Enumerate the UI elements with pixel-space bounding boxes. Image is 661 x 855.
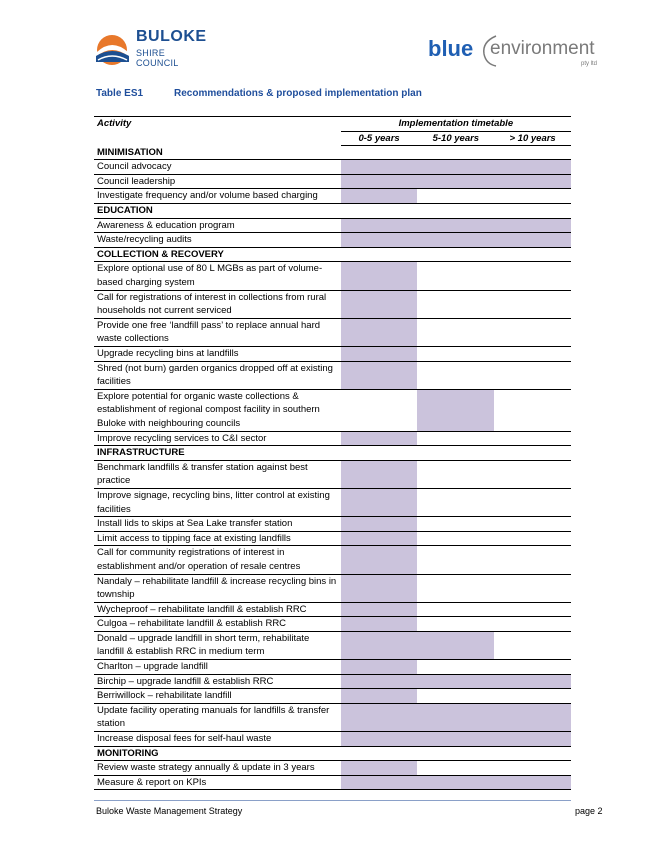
period-cell-5-10 <box>417 531 494 546</box>
period-cell-0-5 <box>341 218 418 233</box>
activity-cell: Birchip – upgrade landfill & establish RRC <box>94 674 341 689</box>
period-cell-0-5 <box>341 732 418 747</box>
period-cell-0-5 <box>341 446 418 461</box>
table-row <box>94 761 571 776</box>
table-number: Table ES1 <box>96 88 144 99</box>
table-row <box>94 732 571 747</box>
activity-header: Activity <box>94 117 341 146</box>
table-row <box>94 660 571 675</box>
period-cell-0-5 <box>341 189 418 204</box>
section-row <box>94 146 571 160</box>
table-row <box>94 689 571 704</box>
activity-cell: Improve signage, recycling bins, litter control at existing facilities <box>94 488 341 516</box>
activity-cell: Waste/recycling audits <box>94 233 341 248</box>
period-cell-0-5 <box>341 290 418 318</box>
activity-cell: Upgrade recycling bins at landfills <box>94 347 341 362</box>
period-cell-5-10 <box>417 517 494 532</box>
period-cell-10-plus <box>494 617 571 632</box>
period-cell-0-5 <box>341 262 418 290</box>
section-heading: EDUCATION <box>94 204 341 219</box>
activity-cell: Culgoa – rehabilitate landfill & establish RRC <box>94 617 341 632</box>
period-cell-10-plus <box>494 660 571 675</box>
period-cell-0-5 <box>341 347 418 362</box>
section-heading: COLLECTION & RECOVERY <box>94 247 341 262</box>
table-row <box>94 703 571 731</box>
period-cell-10-plus <box>494 732 571 747</box>
activity-cell: Call for community registrations of interest in establishment and/or operation of resale centres <box>94 546 341 574</box>
period-cell-0-5 <box>341 674 418 689</box>
period-cell-10-plus <box>494 746 571 761</box>
table-row <box>94 602 571 617</box>
period-cell-10-plus <box>494 546 571 574</box>
table-row <box>94 517 571 532</box>
period-cell-10-plus <box>494 146 571 160</box>
period-cell-0-5 <box>341 204 418 219</box>
period-cell-5-10 <box>417 602 494 617</box>
activity-cell: Provide one free ‘landfill pass’ to replace annual hard waste collections <box>94 318 341 346</box>
activity-cell: Berriwillock – rehabilitate landfill <box>94 689 341 704</box>
activity-cell: Call for registrations of interest in collections from rural households not current serviced <box>94 290 341 318</box>
table-row <box>94 262 571 290</box>
table-row <box>94 488 571 516</box>
period-cell-5-10 <box>417 146 494 160</box>
table-row <box>94 233 571 248</box>
period-cell-10-plus <box>494 488 571 516</box>
activity-cell: Wycheproof – rehabilitate landfill & establish RRC <box>94 602 341 617</box>
period-cell-10-plus <box>494 446 571 461</box>
period-cell-10-plus <box>494 233 571 248</box>
activity-cell: Review waste strategy annually & update in 3 years <box>94 761 341 776</box>
period-cell-10-plus <box>494 602 571 617</box>
period-cell-5-10 <box>417 761 494 776</box>
period-cell-0-5 <box>341 389 418 431</box>
period-cell-5-10 <box>417 488 494 516</box>
period-cell-5-10 <box>417 247 494 262</box>
period-cell-0-5 <box>341 361 418 389</box>
table-row <box>94 389 571 431</box>
table-row <box>94 160 571 175</box>
period-cell-10-plus <box>494 262 571 290</box>
table-row <box>94 546 571 574</box>
period-cell-5-10 <box>417 189 494 204</box>
buloke-shire-council-logo <box>92 26 207 70</box>
period-cell-10-plus <box>494 389 571 431</box>
activity-cell: Charlton – upgrade landfill <box>94 660 341 675</box>
period-cell-0-5 <box>341 488 418 516</box>
period-cell-10-plus <box>494 204 571 219</box>
period-cell-5-10 <box>417 703 494 731</box>
period-cell-0-5 <box>341 689 418 704</box>
logo-word-blue: blue <box>428 36 474 61</box>
table-row <box>94 431 571 446</box>
period-cell-5-10 <box>417 204 494 219</box>
section-heading: MINIMISATION <box>94 146 341 160</box>
period-cell-0-5 <box>341 761 418 776</box>
period-cell-10-plus <box>494 431 571 446</box>
activity-cell: Benchmark landfills & transfer station against best practice <box>94 460 341 488</box>
period-cell-0-5 <box>341 247 418 262</box>
table-row <box>94 631 571 659</box>
period-cell-10-plus <box>494 689 571 704</box>
activity-cell: Install lids to skips at Sea Lake transfer station <box>94 517 341 532</box>
activity-cell: Limit access to tipping face at existing landfills <box>94 531 341 546</box>
period-cell-5-10 <box>417 233 494 248</box>
period-cell-0-5 <box>341 703 418 731</box>
period-cell-10-plus <box>494 318 571 346</box>
period-cell-5-10 <box>417 389 494 431</box>
period-cell-0-5 <box>341 146 418 160</box>
period-cell-10-plus <box>494 460 571 488</box>
period-header-5-10: 5-10 years <box>417 131 494 146</box>
table-row <box>94 617 571 632</box>
period-cell-0-5 <box>341 160 418 175</box>
activity-cell: Update facility operating manuals for landfills & transfer station <box>94 703 341 731</box>
period-header-10-plus: > 10 years <box>494 131 571 146</box>
period-cell-5-10 <box>417 218 494 233</box>
period-cell-5-10 <box>417 431 494 446</box>
period-cell-5-10 <box>417 262 494 290</box>
period-cell-5-10 <box>417 617 494 632</box>
period-cell-0-5 <box>341 174 418 189</box>
period-cell-5-10 <box>417 732 494 747</box>
period-cell-10-plus <box>494 247 571 262</box>
table-row <box>94 361 571 389</box>
timetable-header: Implementation timetable <box>341 117 571 132</box>
period-cell-10-plus <box>494 674 571 689</box>
buloke-logo-icon <box>92 26 132 66</box>
table-row <box>94 674 571 689</box>
header-row-1 <box>94 117 571 132</box>
period-cell-10-plus <box>494 517 571 532</box>
activity-cell: Explore optional use of 80 L MGBs as part of volume-based charging system <box>94 262 341 290</box>
table-row <box>94 218 571 233</box>
activity-cell: Explore potential for organic waste collections & establishment of regional compost facility in southern Buloke with neighbouring councils <box>94 389 341 431</box>
period-cell-5-10 <box>417 174 494 189</box>
period-cell-5-10 <box>417 674 494 689</box>
activity-cell: Awareness & education program <box>94 218 341 233</box>
period-cell-5-10 <box>417 318 494 346</box>
period-cell-10-plus <box>494 574 571 602</box>
period-header-0-5: 0-5 years <box>341 131 418 146</box>
table-row <box>94 531 571 546</box>
period-cell-5-10 <box>417 347 494 362</box>
period-cell-5-10 <box>417 574 494 602</box>
table-row <box>94 290 571 318</box>
section-row <box>94 446 571 461</box>
activity-cell: Investigate frequency and/or volume based charging <box>94 189 341 204</box>
logo-word-environment: environment <box>490 38 595 59</box>
period-cell-10-plus <box>494 189 571 204</box>
period-cell-5-10 <box>417 689 494 704</box>
period-cell-0-5 <box>341 233 418 248</box>
period-cell-0-5 <box>341 318 418 346</box>
period-cell-0-5 <box>341 602 418 617</box>
section-row <box>94 746 571 761</box>
period-cell-5-10 <box>417 160 494 175</box>
period-cell-0-5 <box>341 431 418 446</box>
period-cell-10-plus <box>494 218 571 233</box>
activity-cell: Nandaly – rehabilitate landfill & increase recycling bins in township <box>94 574 341 602</box>
table-row <box>94 174 571 189</box>
period-cell-0-5 <box>341 546 418 574</box>
council-name: BULOKE <box>136 28 207 45</box>
period-cell-10-plus <box>494 703 571 731</box>
period-cell-10-plus <box>494 531 571 546</box>
table-row <box>94 189 571 204</box>
period-cell-5-10 <box>417 775 494 790</box>
period-cell-5-10 <box>417 361 494 389</box>
period-cell-0-5 <box>341 517 418 532</box>
period-cell-5-10 <box>417 746 494 761</box>
table-row <box>94 574 571 602</box>
activity-cell: Donald – upgrade landfill in short term, rehabilitate landfill & establish RRC in medium term <box>94 631 341 659</box>
period-cell-0-5 <box>341 617 418 632</box>
period-cell-5-10 <box>417 290 494 318</box>
period-cell-10-plus <box>494 160 571 175</box>
table-title: Recommendations & proposed implementation plan <box>174 88 422 99</box>
activity-cell: Council leadership <box>94 174 341 189</box>
period-cell-5-10 <box>417 546 494 574</box>
table-row <box>94 775 571 790</box>
section-heading: INFRASTRUCTURE <box>94 446 341 461</box>
activity-cell: Increase disposal fees for self-haul waste <box>94 732 341 747</box>
period-cell-10-plus <box>494 631 571 659</box>
period-cell-0-5 <box>341 775 418 790</box>
period-cell-0-5 <box>341 531 418 546</box>
footer-document-title: Buloke Waste Management Strategy <box>96 806 243 816</box>
period-cell-10-plus <box>494 775 571 790</box>
period-cell-0-5 <box>341 746 418 761</box>
section-row <box>94 204 571 219</box>
table-body <box>94 117 571 790</box>
council-subtitle: SHIRE COUNCIL <box>136 48 179 68</box>
activity-cell: Council advocacy <box>94 160 341 175</box>
period-cell-5-10 <box>417 660 494 675</box>
table-row <box>94 318 571 346</box>
period-cell-0-5 <box>341 574 418 602</box>
period-cell-0-5 <box>341 460 418 488</box>
period-cell-10-plus <box>494 174 571 189</box>
section-heading: MONITORING <box>94 746 341 761</box>
footer-page-number: page 2 <box>575 806 603 816</box>
implementation-plan-table <box>94 116 571 790</box>
period-cell-10-plus <box>494 361 571 389</box>
activity-cell: Improve recycling services to C&I sector <box>94 431 341 446</box>
activity-cell: Measure & report on KPIs <box>94 775 341 790</box>
table-row <box>94 460 571 488</box>
footer-divider <box>94 800 571 801</box>
activity-cell: Shred (not burn) garden organics dropped off at existing facilities <box>94 361 341 389</box>
table-row <box>94 347 571 362</box>
period-cell-10-plus <box>494 290 571 318</box>
logo-suffix: pty ltd <box>581 61 598 67</box>
blue-environment-logo <box>428 36 608 72</box>
section-row <box>94 247 571 262</box>
period-cell-10-plus <box>494 761 571 776</box>
period-cell-5-10 <box>417 446 494 461</box>
period-cell-5-10 <box>417 631 494 659</box>
period-cell-0-5 <box>341 631 418 659</box>
period-cell-5-10 <box>417 460 494 488</box>
period-cell-10-plus <box>494 347 571 362</box>
period-cell-0-5 <box>341 660 418 675</box>
